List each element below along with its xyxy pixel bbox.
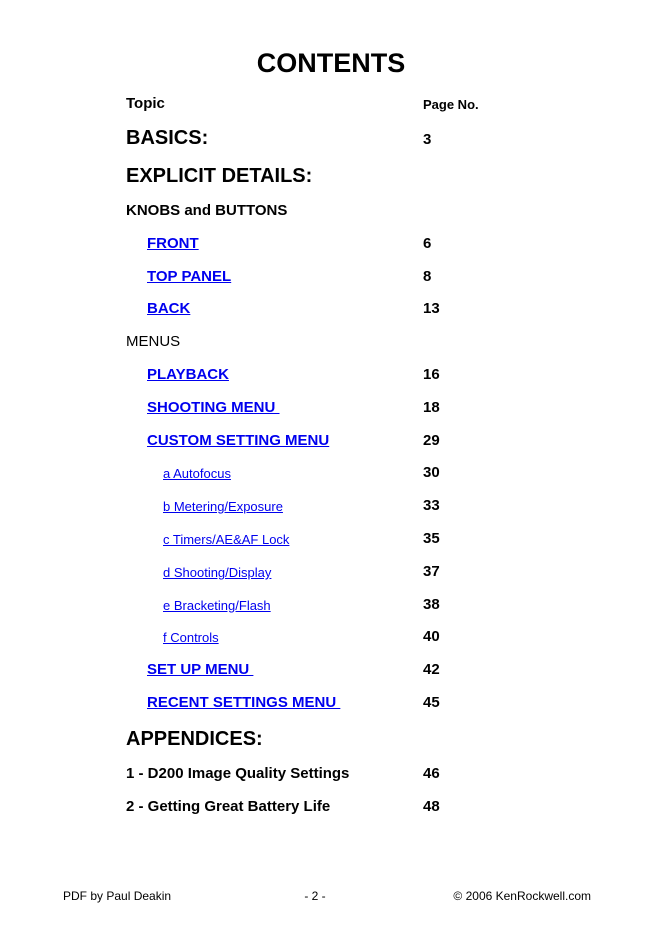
toc-header-row bbox=[126, 93, 546, 115]
toc-entry-label: MENUS bbox=[126, 333, 181, 350]
toc-link-custom-setting-menu[interactable] bbox=[126, 432, 546, 454]
toc-entry-page: 46 bbox=[423, 765, 440, 782]
toc-link-controls[interactable] bbox=[126, 628, 546, 650]
toc-link-label[interactable]: SHOOTING MENU bbox=[147, 399, 280, 416]
footer-copyright: © 2006 KenRockwell.com bbox=[453, 889, 591, 903]
toc-link-label[interactable]: CUSTOM SETTING MENU bbox=[147, 432, 330, 449]
toc-link-set-up-menu[interactable] bbox=[126, 661, 546, 683]
toc-link-label[interactable]: BACK bbox=[147, 300, 191, 317]
toc-entry-page: 13 bbox=[423, 300, 440, 317]
topic-column-header: Topic bbox=[126, 95, 165, 112]
page-column-header: Page No. bbox=[423, 97, 479, 112]
toc-entry-page: 35 bbox=[423, 530, 440, 547]
toc-entry-page: 29 bbox=[423, 432, 440, 449]
toc-link-metering-exposure[interactable] bbox=[126, 497, 546, 519]
toc-link-label[interactable]: FRONT bbox=[147, 235, 199, 252]
toc-link-label[interactable]: SET UP MENU bbox=[147, 661, 254, 678]
toc-entry-label: 2 - Getting Great Battery Life bbox=[126, 798, 331, 815]
toc-link-shooting-display[interactable] bbox=[126, 563, 546, 585]
footer-credit: PDF by Paul Deakin bbox=[63, 889, 172, 903]
toc-link-timers-ae-af-lock[interactable] bbox=[126, 530, 546, 552]
toc-section-basics bbox=[126, 127, 546, 149]
toc-link-recent-settings-menu[interactable] bbox=[126, 694, 546, 716]
toc-entry-page: 8 bbox=[423, 268, 432, 285]
toc-entry-page: 6 bbox=[423, 235, 432, 252]
toc-entry-page: 38 bbox=[423, 596, 440, 613]
toc-entry-label: EXPLICIT DETAILS: bbox=[126, 165, 313, 187]
toc-link-label[interactable]: RECENT SETTINGS MENU bbox=[147, 694, 341, 711]
toc-entry-page: 33 bbox=[423, 497, 440, 514]
footer-page-number: - 2 - bbox=[304, 889, 326, 903]
toc-entry-label: 1 - D200 Image Quality Settings bbox=[126, 765, 350, 782]
toc-link-playback[interactable] bbox=[126, 366, 546, 388]
toc-appendix-1 bbox=[126, 765, 546, 787]
toc-link-front[interactable] bbox=[126, 235, 546, 257]
toc-entry-page: 40 bbox=[423, 628, 440, 645]
toc-link-label[interactable]: f Controls bbox=[163, 630, 219, 645]
toc-entry-page: 48 bbox=[423, 798, 440, 815]
toc-link-label[interactable]: d Shooting/Display bbox=[163, 565, 272, 580]
toc-section-explicit-details bbox=[126, 165, 546, 187]
toc-link-label[interactable]: a Autofocus bbox=[163, 466, 231, 481]
toc-entry-label: KNOBS and BUTTONS bbox=[126, 202, 288, 219]
toc-link-label[interactable]: e Bracketing/Flash bbox=[163, 598, 271, 613]
toc-entry-label: APPENDICES: bbox=[126, 728, 263, 750]
toc-entry-page: 30 bbox=[423, 464, 440, 481]
toc-link-top-panel[interactable] bbox=[126, 268, 546, 290]
toc-link-label[interactable]: c Timers/AE&AF Lock bbox=[163, 532, 290, 547]
toc-link-autofocus[interactable] bbox=[126, 464, 546, 486]
toc-group-knobs-buttons bbox=[126, 202, 546, 224]
toc-link-label[interactable]: b Metering/Exposure bbox=[163, 499, 283, 514]
toc-entry-page: 37 bbox=[423, 563, 440, 580]
toc-entry-page: 3 bbox=[423, 131, 432, 148]
toc-appendix-2 bbox=[126, 798, 546, 820]
toc-link-back[interactable] bbox=[126, 300, 546, 322]
toc-group-menus bbox=[126, 333, 546, 355]
toc-entry-label: BASICS: bbox=[126, 127, 209, 149]
toc-link-bracketing-flash[interactable] bbox=[126, 596, 546, 618]
toc-link-shooting-menu[interactable] bbox=[126, 399, 546, 421]
toc-entry-page: 42 bbox=[423, 661, 440, 678]
toc-section-appendices bbox=[126, 728, 546, 750]
toc-entry-page: 45 bbox=[423, 694, 440, 711]
toc-entry-page: 18 bbox=[423, 399, 440, 416]
page-footer bbox=[0, 889, 662, 907]
toc-entry-page: 16 bbox=[423, 366, 440, 383]
toc-link-label[interactable]: TOP PANEL bbox=[147, 268, 232, 285]
page-title: CONTENTS bbox=[256, 48, 406, 78]
toc-link-label[interactable]: PLAYBACK bbox=[147, 366, 229, 383]
